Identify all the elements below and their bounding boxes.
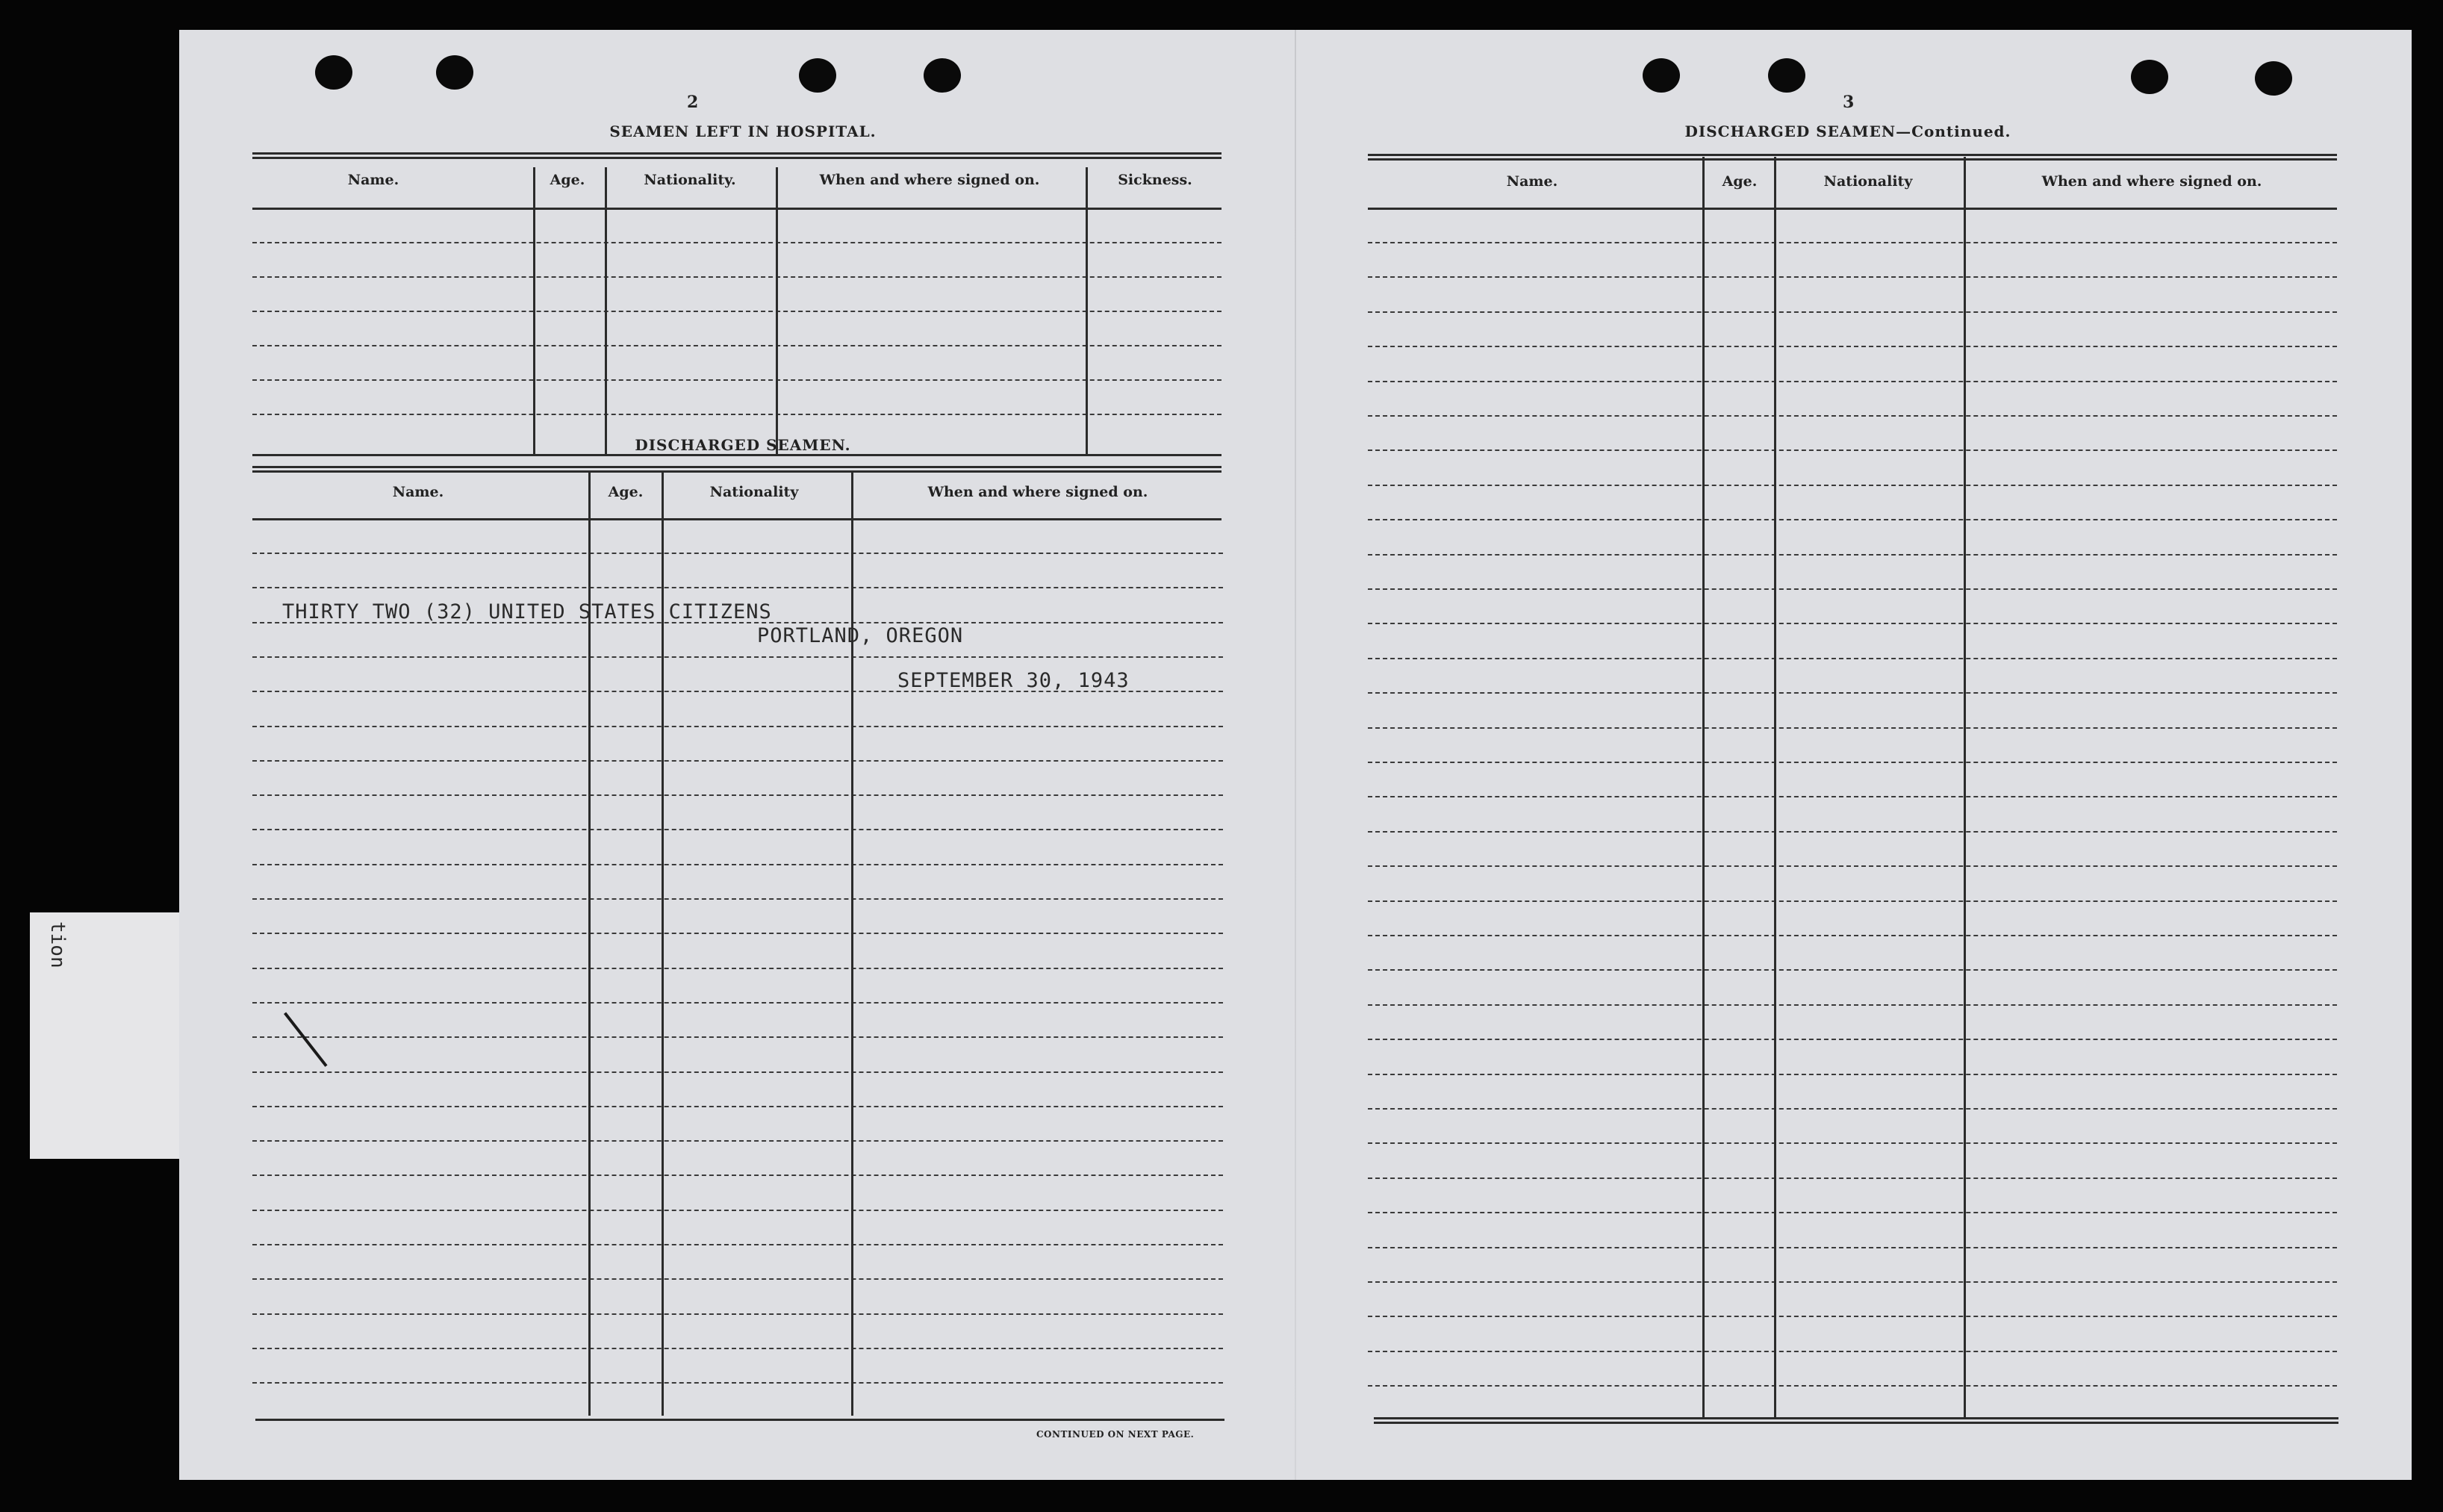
- ruled-line: [252, 1278, 1223, 1280]
- ruled-line: [1368, 554, 2337, 556]
- ruled-line: [1368, 1004, 2337, 1006]
- punch-hole: [799, 58, 836, 93]
- right-col-nationality: Nationality: [1823, 173, 1913, 190]
- ruled-line: [1368, 796, 2337, 797]
- discharged-col-divider: [851, 470, 853, 1416]
- ruled-line: [1368, 276, 2337, 278]
- punch-hole: [1643, 58, 1680, 93]
- ruled-line: [252, 794, 1223, 796]
- hospital-bottom-rule: [252, 454, 1222, 456]
- hospital-section-title: SEAMEN LEFT IN HOSPITAL.: [609, 122, 877, 140]
- ruled-line: [1368, 1212, 2337, 1213]
- ruled-line: [252, 1210, 1223, 1211]
- ruled-line: [252, 968, 1223, 969]
- ruled-line: [252, 1106, 1223, 1107]
- ruled-line: [1368, 1281, 2337, 1283]
- discharged-col-signed-on: When and where signed on.: [927, 484, 1148, 500]
- side-tab: [30, 912, 181, 1159]
- ruled-line: [252, 760, 1223, 762]
- hospital-header-rule: [252, 208, 1222, 210]
- ruled-line: [252, 726, 1223, 727]
- ruled-line: [1368, 415, 2337, 417]
- ruled-line: [252, 345, 1222, 346]
- document-sheet: [179, 30, 2412, 1480]
- hospital-col-signed-on: When and where signed on.: [819, 172, 1040, 188]
- hospital-col-divider: [1086, 167, 1088, 454]
- ruled-line: [252, 864, 1223, 865]
- ruled-line: [1368, 485, 2337, 486]
- punch-hole: [1768, 58, 1805, 93]
- ruled-line: [252, 1175, 1223, 1176]
- ruled-line: [252, 553, 1223, 554]
- ruled-line: [252, 656, 1223, 658]
- hospital-col-divider: [533, 167, 535, 454]
- ruled-line: [252, 829, 1223, 830]
- ruled-line: [252, 276, 1222, 278]
- ruled-line: [252, 933, 1223, 934]
- ruled-line: [1368, 831, 2337, 833]
- ruled-line: [252, 379, 1222, 381]
- punch-hole: [2131, 60, 2168, 94]
- right-col-age: Age.: [1722, 173, 1758, 190]
- ruled-line: [1368, 1351, 2337, 1352]
- ruled-line: [1368, 900, 2337, 902]
- ruled-line: [252, 1036, 1223, 1038]
- ruled-line: [252, 1140, 1223, 1142]
- right-header-rule: [1368, 208, 2337, 210]
- ruled-line: [1368, 935, 2337, 936]
- discharged-bottom-rule: [255, 1419, 1224, 1421]
- ruled-line: [1368, 692, 2337, 694]
- hospital-col-age: Age.: [550, 172, 585, 188]
- right-col-name: Name.: [1506, 173, 1558, 190]
- hospital-col-divider: [776, 167, 778, 454]
- right-col-divider: [1964, 157, 1966, 1419]
- discharged-top-rule: [252, 466, 1222, 473]
- punch-hole: [924, 58, 961, 93]
- discharged-header-rule: [252, 518, 1222, 520]
- ruled-line: [252, 1244, 1223, 1245]
- typed-entry-port: PORTLAND, OREGON: [757, 624, 964, 647]
- ruled-line: [1368, 242, 2337, 243]
- ruled-line: [1368, 1108, 2337, 1110]
- ruled-line: [252, 1382, 1223, 1384]
- ruled-line: [1368, 1142, 2337, 1144]
- hospital-top-rule: [252, 152, 1222, 159]
- ruled-line: [252, 1002, 1223, 1004]
- ruled-line: [1368, 727, 2337, 729]
- ruled-line: [1368, 623, 2337, 624]
- punch-hole: [436, 55, 473, 90]
- ruled-line: [252, 242, 1222, 243]
- discharged-col-name: Name.: [392, 484, 444, 500]
- ruled-line: [252, 1071, 1223, 1073]
- punch-hole: [2255, 61, 2292, 96]
- hospital-col-divider: [605, 167, 607, 454]
- discharged-col-age: Age.: [608, 484, 644, 500]
- discharged-continued-title: DISCHARGED SEAMEN—Continued.: [1684, 122, 2011, 140]
- ruled-line: [252, 1313, 1223, 1315]
- ruled-line: [1368, 1039, 2337, 1040]
- ruled-line: [1368, 519, 2337, 520]
- page-number-right: 3: [1843, 93, 1855, 112]
- side-tab-text: tion: [46, 921, 69, 968]
- typed-entry-citizens: THIRTY TWO (32) UNITED STATES CITIZENS: [282, 600, 772, 623]
- right-col-divider: [1702, 157, 1705, 1419]
- ruled-line: [1368, 1385, 2337, 1387]
- hospital-col-sickness: Sickness.: [1118, 172, 1192, 188]
- right-bottom-rule: [1374, 1417, 2338, 1424]
- hospital-col-nationality: Nationality.: [644, 172, 736, 188]
- ruled-line: [1368, 1074, 2337, 1075]
- discharged-section-title: DISCHARGED SEAMEN.: [635, 436, 851, 454]
- typed-entry-date: SEPTEMBER 30, 1943: [897, 669, 1130, 692]
- ruled-line: [1368, 1247, 2337, 1248]
- ruled-line: [1368, 658, 2337, 659]
- ruled-line: [1368, 969, 2337, 971]
- ruled-line: [252, 1348, 1223, 1349]
- page-number-left: 2: [687, 93, 699, 112]
- discharged-col-nationality: Nationality: [709, 484, 799, 500]
- ruled-line: [1368, 1316, 2337, 1317]
- hospital-col-name: Name.: [347, 172, 399, 188]
- ruled-line: [1368, 449, 2337, 451]
- ruled-line: [1368, 1177, 2337, 1179]
- right-top-rule: [1368, 154, 2337, 161]
- ruled-line: [1368, 381, 2337, 382]
- page-fold: [1295, 30, 1296, 1480]
- ruled-line: [1368, 762, 2337, 763]
- ruled-line: [1368, 865, 2337, 867]
- ruled-line: [252, 898, 1223, 900]
- ruled-line: [1368, 311, 2337, 313]
- ruled-line: [252, 414, 1222, 415]
- pen-mark: [284, 1012, 328, 1067]
- ruled-line: [1368, 346, 2337, 347]
- right-col-signed-on: When and where signed on.: [2041, 173, 2262, 190]
- right-col-divider: [1774, 157, 1776, 1419]
- punch-hole: [315, 55, 352, 90]
- ruled-line: [252, 311, 1222, 312]
- ruled-line: [252, 587, 1223, 588]
- ruled-line: [1368, 588, 2337, 590]
- continued-footer: CONTINUED ON NEXT PAGE.: [1036, 1429, 1195, 1440]
